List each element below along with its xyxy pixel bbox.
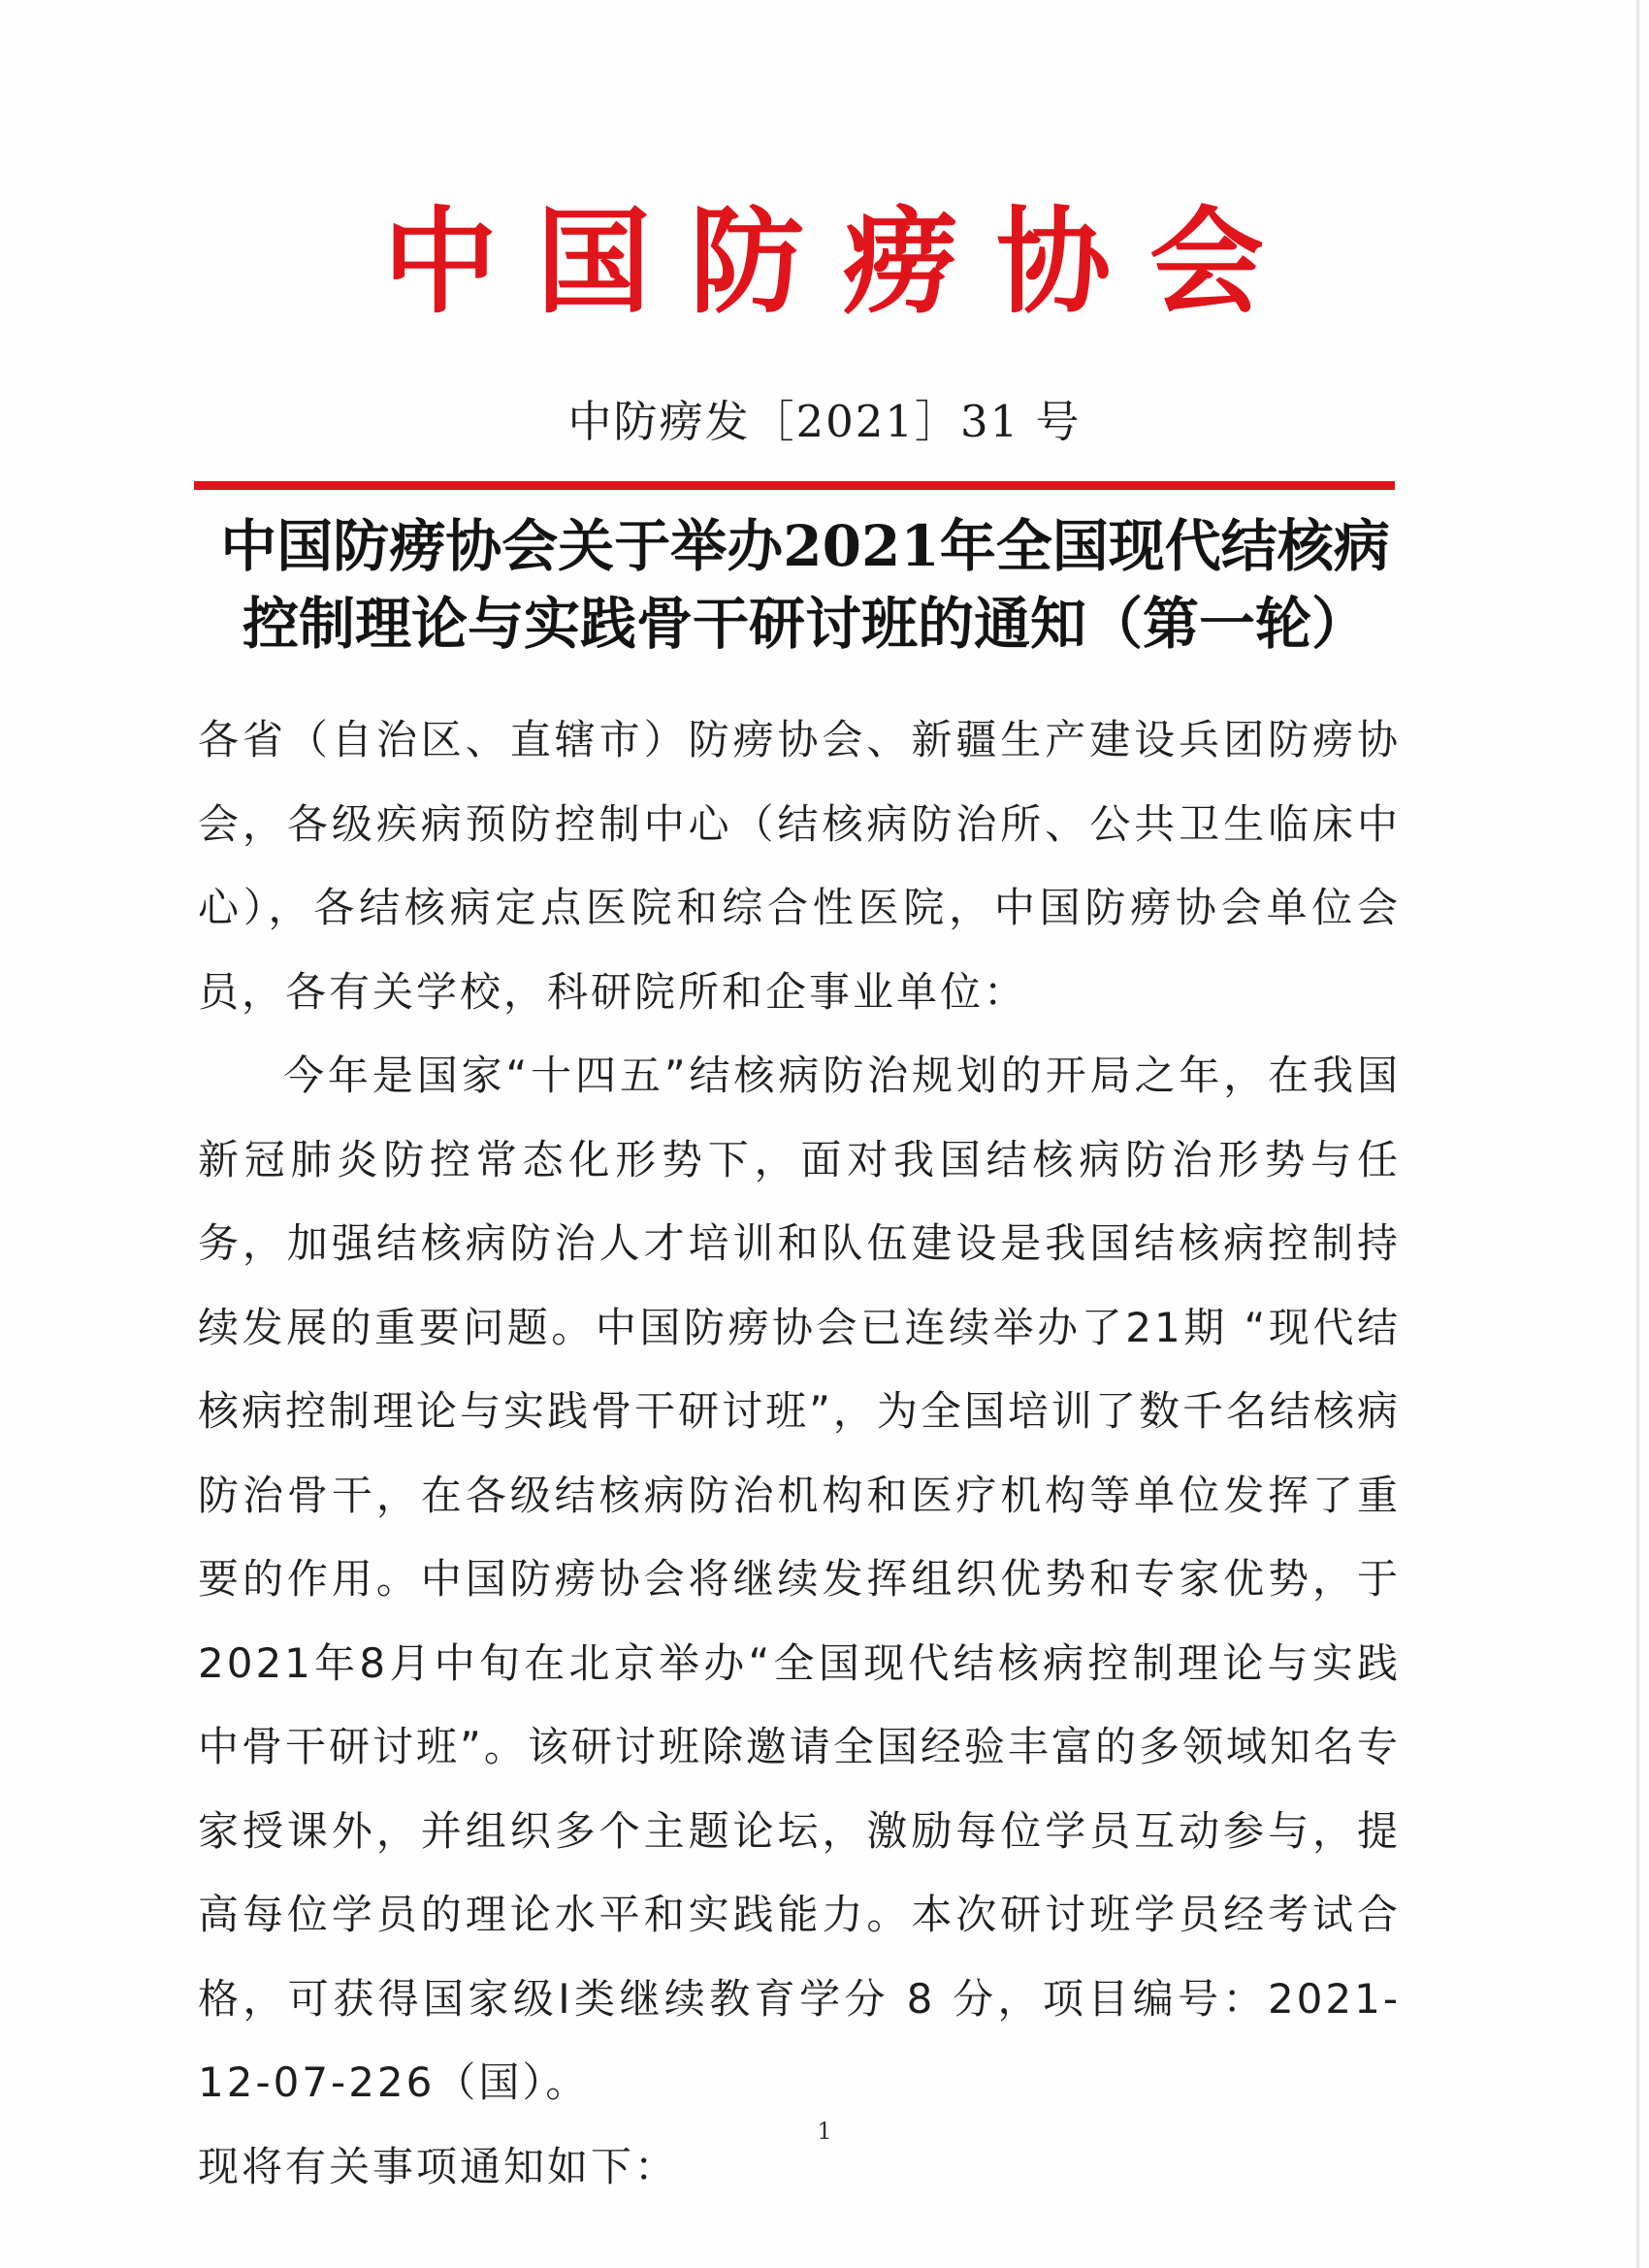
red-divider-line [194,481,1395,490]
document-number: 中防痨发［2021］31 号 [567,396,1082,447]
closing-line: 现将有关事项通知如下： [198,2142,679,2190]
document-title [194,507,1416,663]
body-paragraph: 今年是国家“十四五”结核病防治规划的开局之年，在我国新冠肺炎防控常态化形势下，面对我国结核病防治形势与任务，加强结核病防治人才培训和队伍建设是我国结核病控制持续发展的重要问题。中国防痨协会已连续举办了21期 “现代结核病控制理论与实践骨干研讨班”，为全国培训了数千名结核病防治骨干，在各级结核病防治机构和医疗机构等单位发挥了重要的作用。中国防痨协会将继续发挥组织优势和专家优势，于2021年8月中旬在北京举办“全国现代结核病控制理论与实践中骨干研讨班”。该研讨班除邀请全国经验丰富的多领域知名专家授课外，并组织多个主题论坛，激励每位学员互动参与，提高每位学员的理论水平和实践能力。本次研讨班学员经考试合格，可获得国家级Ⅰ类继续教育学分 8 分，项目编号：2021-12-07-226（国）。 [198,1052,1401,2106]
document-body [198,698,1401,2209]
addressee-paragraph: 各省（自治区、直辖市）防痨协会、新疆生产建设兵团防痨协会，各级疾病预防控制中心（结核病防治所、公共卫生临床中心），各结核病定点医院和综合性医院，中国防痨协会单位会员，各有关学校，科研院所和企事业单位： [198,716,1401,1016]
title-line-1: 中国防痨协会关于举办2021年全国现代结核病 [220,513,1390,579]
title-line-2: 控制理论与实践骨干研讨班的通知（第一轮） [242,591,1368,657]
page-number: 1 [817,2118,832,2145]
org-masthead: 中国防痨协会 [382,195,1303,329]
scan-edge-line [1636,0,1639,2268]
